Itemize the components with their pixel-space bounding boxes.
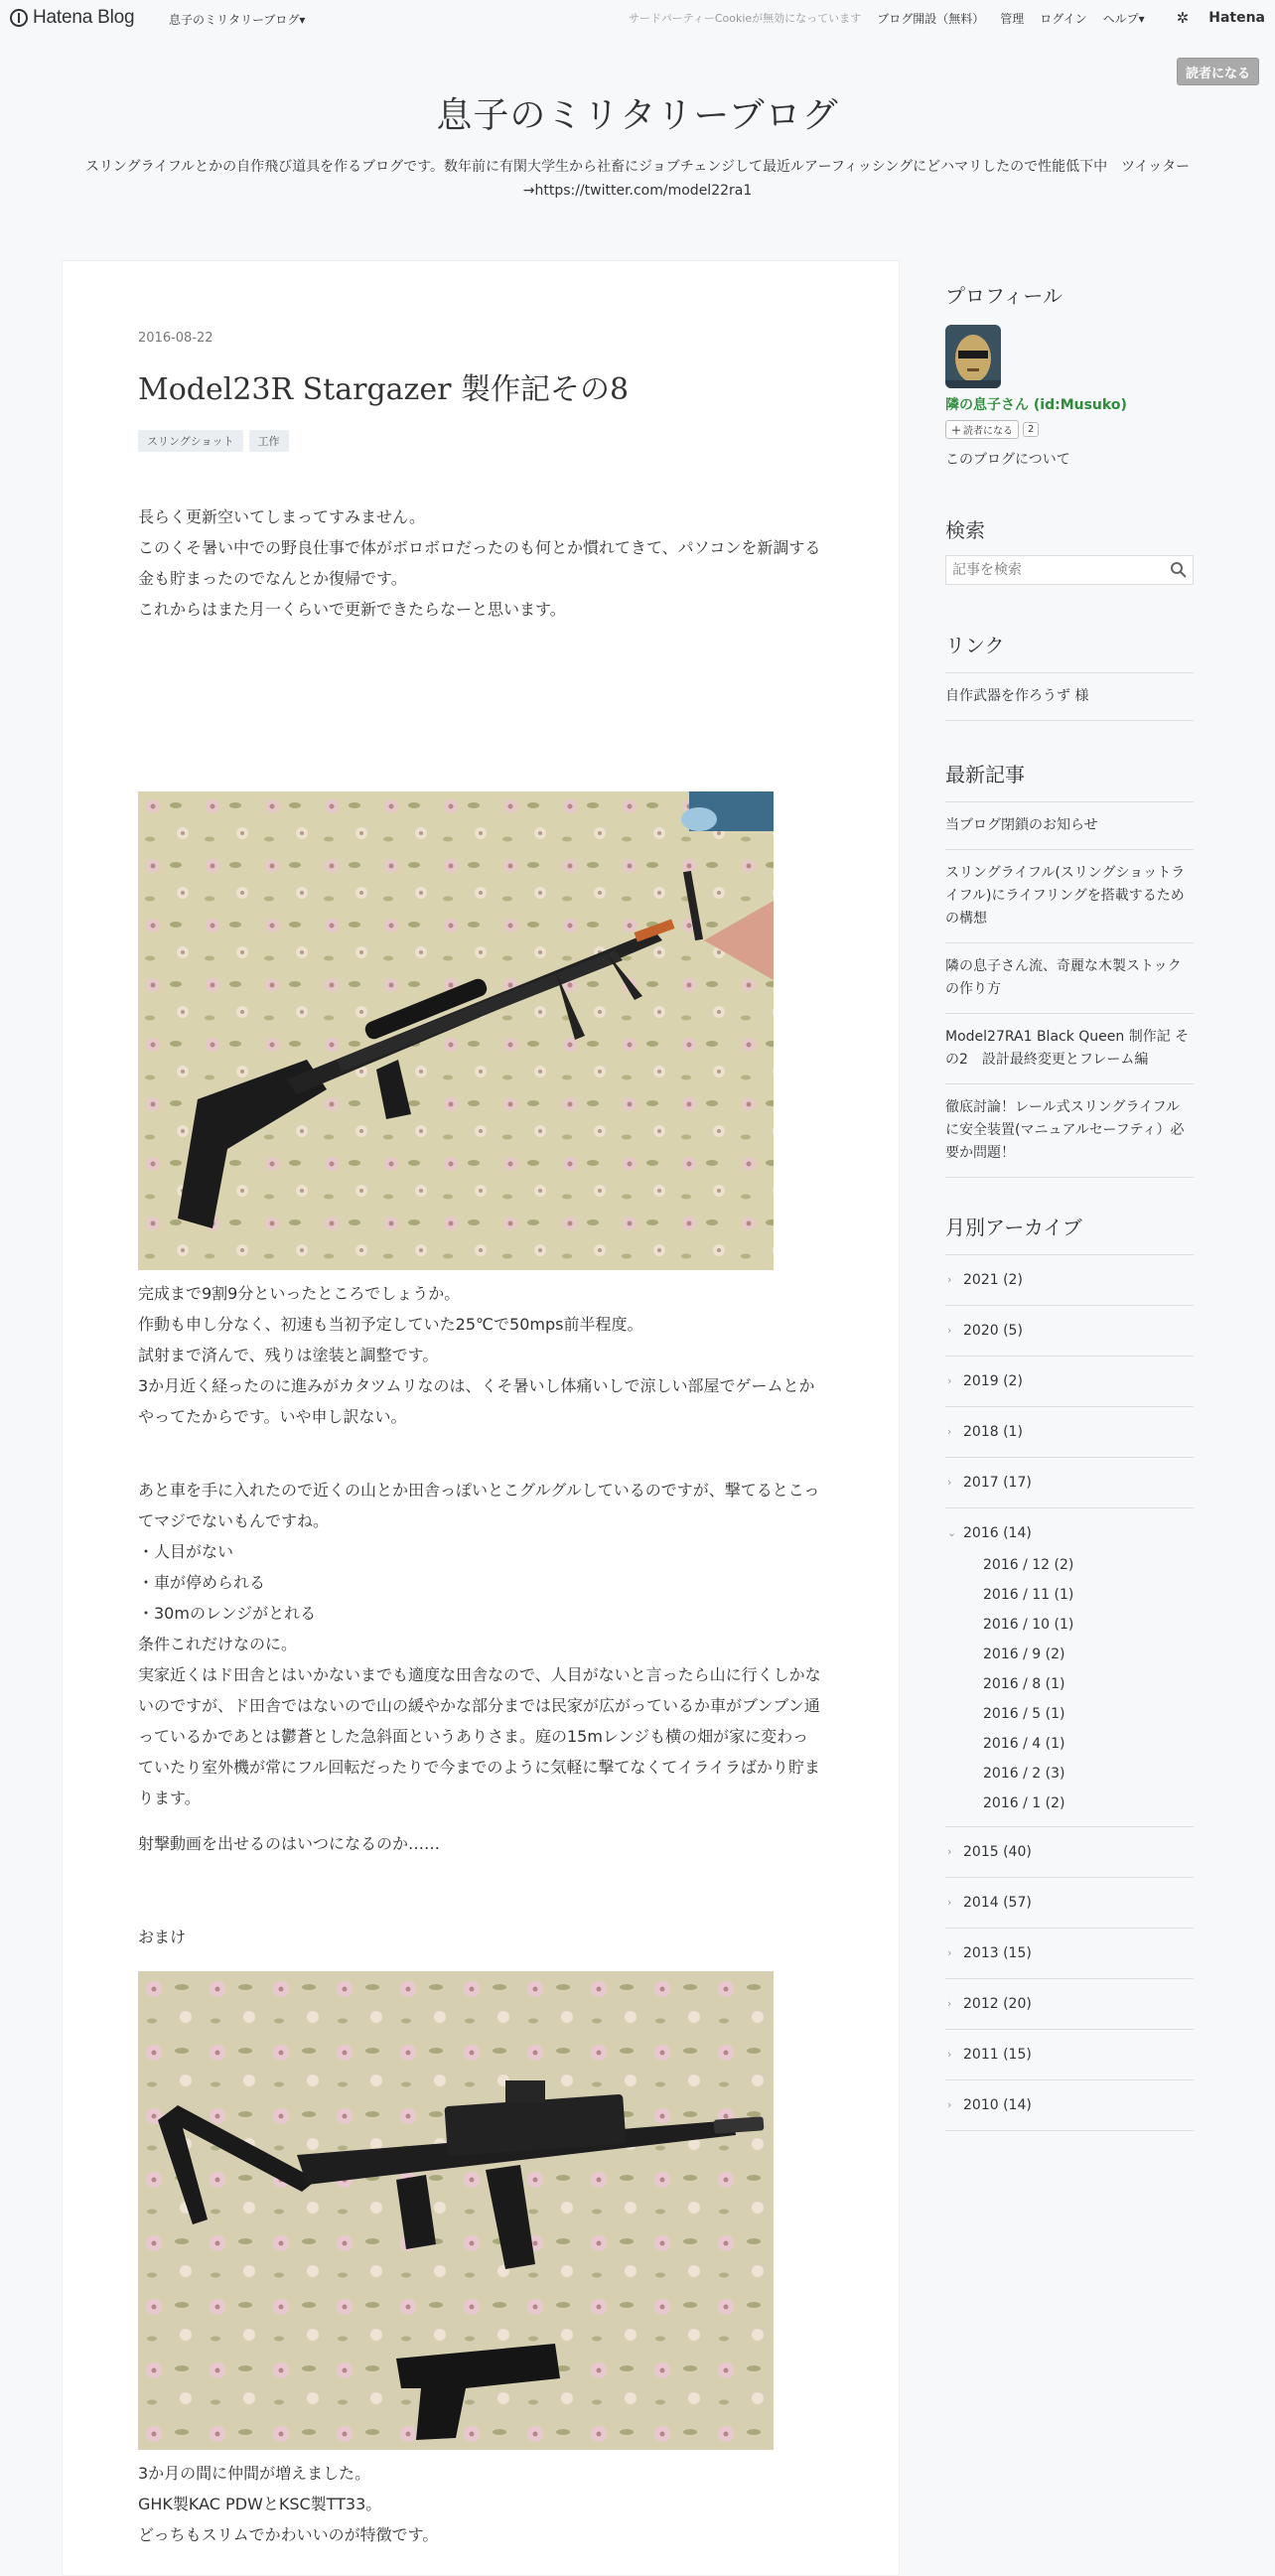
archive-year-2014[interactable]	[945, 1878, 1194, 1929]
archive-year-label: 2016 (14)	[963, 1525, 1032, 1541]
subscriber-count[interactable]: 2	[1023, 422, 1039, 437]
hatena-logo-icon	[10, 9, 28, 27]
archive-month-item[interactable]: 2016 / 9 (2)	[983, 1646, 1065, 1662]
hatena-blog-logo[interactable]	[10, 6, 134, 30]
profile-subscribe-label: 読者になる	[963, 426, 1013, 437]
chevron-right-icon: ›	[947, 1896, 952, 1909]
archive-year-label: 2020 (5)	[963, 1323, 1023, 1339]
search-module	[945, 514, 1194, 585]
blog-title[interactable]: 息子のミリタリーブログ	[436, 95, 839, 136]
chevron-right-icon: ›	[947, 1476, 952, 1489]
text-line: 長らく更新空いてしまってすみません。	[138, 507, 425, 526]
subscribe-button[interactable]: 読者になる	[1177, 58, 1259, 85]
text-line: 条件これだけなのに。	[138, 1635, 298, 1653]
recent-entry-item[interactable]: 隣の息子さん流、奇麗な木製ストックの作り方	[945, 943, 1194, 1014]
search-icon[interactable]	[1170, 561, 1188, 579]
links-heading: リンク	[945, 634, 1005, 657]
archive-year-label: 2017 (17)	[963, 1475, 1032, 1491]
archive-month-item[interactable]: 2016 / 10 (1)	[983, 1617, 1074, 1633]
text-line: 試射まで済んで、残りは塗装と調整です。	[138, 1346, 439, 1364]
hatena-brand-link[interactable]	[1161, 9, 1265, 27]
plus-icon: ＋	[951, 426, 961, 437]
recent-entry-item[interactable]: 徹底討論！レール式スリングライフルに安全装置(マニュアルセーフティ）必要か問題！	[945, 1084, 1194, 1178]
text-line: これからはまた月一くらいで更新できたらなーと思います。	[138, 600, 566, 619]
chevron-right-icon: ›	[947, 1997, 952, 2010]
entry-title[interactable]: Model23R Stargazer 製作記その8	[138, 372, 630, 407]
search-heading: 検索	[945, 518, 985, 542]
archive-year-label: 2018 (1)	[963, 1424, 1023, 1440]
profile-heading: プロフィール	[945, 284, 1062, 308]
profile-subscribe-row	[945, 420, 1194, 439]
category-craft[interactable]: 工作	[249, 430, 289, 452]
archive-year-label: 2011 (15)	[963, 2047, 1032, 2063]
about-blog-link[interactable]: このブログについて	[945, 452, 1070, 468]
archive-year-label: 2019 (2)	[963, 1373, 1023, 1389]
chevron-right-icon: ›	[947, 2098, 952, 2111]
login-link[interactable]: ログイン	[1040, 11, 1087, 26]
recent-entry-item[interactable]: Model27RA1 Black Queen 制作記 その2 設計最終変更とフレーム編	[945, 1014, 1194, 1084]
hatena-brand-text: Hatena	[1208, 10, 1265, 26]
text-line: GHK製KAC PDWとKSC製TT33。	[138, 2495, 382, 2513]
profile-module	[945, 280, 1194, 469]
chevron-right-icon: ›	[947, 1324, 952, 1337]
recent-entry-item[interactable]: スリングライフル(スリングショットライフル)にライフリングを搭載するための構想	[945, 850, 1194, 943]
recent-entries-module	[945, 759, 1194, 1178]
logo-text: Hatena Blog	[33, 7, 135, 28]
profile-name[interactable]: 隣の息子さん (id:Musuko)	[945, 397, 1127, 413]
archive-year-2016[interactable]	[945, 1508, 1194, 1827]
search-input[interactable]	[945, 555, 1194, 585]
manage-link[interactable]: 管理	[1000, 11, 1025, 26]
archive-year-2019[interactable]	[945, 1357, 1194, 1407]
entry-photo-guns[interactable]	[138, 1971, 774, 2450]
archive-year-2015[interactable]	[945, 1827, 1194, 1878]
archive-year-label: 2010 (14)	[963, 2097, 1032, 2113]
text-line: 射撃動画を出せるのはいつになるのか……	[138, 1834, 441, 1853]
archive-month-item[interactable]: 2016 / 8 (1)	[983, 1676, 1065, 1692]
archive-year-2013[interactable]	[945, 1929, 1194, 1979]
blog-description: スリングライフルとかの自作飛び道具を作るブログです。数年前に有閑大学生から社畜にジョブチェンジして最近ルアーフィッシングにどハマリしたので性能低下中 ツイッター→https://twitter.com/model22ra1	[84, 159, 1191, 199]
text-line: ・30mのレンジがとれる	[138, 1604, 317, 1623]
archive-year-2017[interactable]	[945, 1458, 1194, 1508]
links-module	[945, 630, 1194, 721]
text-line: 実家近くはド田舎とはいかないまでも適度な田舎なので、人目がないと言ったら山に行くしかないのですが、ド田舎ではないので山の緩やかな部分までは民家が広がっているか車がブンブン通っているかであとは鬱蒼とした急斜面というありさま。庭の15mレンジも横の畑が家に変わっていたり室外機が常にフル回転だったりで今までのように気軽に撃てなくてイライラばかり貯まります。	[138, 1665, 821, 1807]
global-header	[0, 0, 1275, 36]
archive-year-2010[interactable]	[945, 2080, 1194, 2131]
archive-month-item[interactable]: 2016 / 5 (1)	[983, 1706, 1065, 1722]
recent-entries-list	[945, 801, 1194, 1178]
text-line: 作動も申し分なく、初速も当初予定していた25℃で50mps前半程度。	[138, 1315, 643, 1334]
avatar[interactable]	[945, 325, 1001, 388]
profile-subscribe-button[interactable]	[945, 420, 1019, 439]
entry-paragraph-3	[138, 1475, 823, 1813]
chevron-down-icon: ⌄	[947, 1526, 957, 1539]
text-line: ・人目がない	[138, 1542, 234, 1561]
archive-year-2021[interactable]	[945, 1255, 1194, 1306]
archive-year-label: 2021 (2)	[963, 1272, 1023, 1288]
entry-paragraph-4	[138, 1828, 823, 1859]
entry-paragraph-1	[138, 501, 823, 625]
hatena-star-icon: ✲	[1176, 9, 1190, 27]
chevron-right-icon: ›	[947, 1374, 952, 1387]
blog-menu-dropdown[interactable]: 息子のミリタリーブログ▾	[169, 13, 306, 27]
chevron-right-icon: ›	[947, 1845, 952, 1858]
link-item[interactable]: 自作武器を作ろうず 様	[945, 673, 1194, 721]
cookie-notice[interactable]: サードパーティーCookieが無効になっています	[628, 12, 862, 25]
entry-categories	[138, 430, 289, 452]
archive-heading: 月別アーカイブ	[945, 1216, 1082, 1239]
search-form	[945, 555, 1194, 585]
archive-year-2011[interactable]	[945, 2030, 1194, 2080]
text-line: どっちもスリムでかわいいのが特徴です。	[138, 2525, 439, 2544]
archive-month-item[interactable]: 2016 / 4 (1)	[983, 1736, 1065, 1752]
entry-paragraph-2	[138, 1278, 823, 1432]
archive-year-label: 2013 (15)	[963, 1945, 1032, 1961]
archive-module	[945, 1212, 1194, 2131]
archive-months-list	[963, 1550, 1194, 1818]
category-slingshot[interactable]: スリングショット	[138, 430, 243, 452]
text-line: おまけ	[138, 1928, 187, 1946]
text-line: 完成まで9割9分といったところでしょうか。	[138, 1284, 461, 1303]
archive-year-2012[interactable]	[945, 1979, 1194, 2030]
archive-month-item[interactable]: 2016 / 12 (2)	[983, 1557, 1074, 1573]
open-blog-link[interactable]: ブログ開設（無料）	[877, 11, 985, 26]
entry-paragraph-5	[138, 2458, 823, 2550]
help-menu[interactable]: ヘルプ▾	[1102, 11, 1145, 26]
recent-heading: 最新記事	[945, 763, 1025, 787]
chevron-right-icon: ›	[947, 1946, 952, 1959]
chevron-right-icon: ›	[947, 1273, 952, 1286]
archive-year-label: 2012 (20)	[963, 1996, 1032, 2012]
links-list	[945, 672, 1194, 721]
text-line: このくそ暑い中での野良仕事で体がボロボロだったのも何とか慣れてきて、パソコンを新調する金も貯まったのでなんとか復帰です。	[138, 538, 821, 588]
entry-omake	[138, 1922, 823, 1952]
recent-entry-item[interactable]: 当ブログ閉鎖のお知らせ	[945, 802, 1194, 850]
text-line: あと車を手に入れたので近くの山とか田舎っぽいとこグルグルしているのですが、撃てるとこってマジでないもんですね。	[138, 1481, 820, 1530]
archive-list	[945, 1254, 1194, 2131]
archive-year-label: 2015 (40)	[963, 1844, 1032, 1860]
chevron-right-icon: ›	[947, 1425, 952, 1438]
entry-date[interactable]: 2016-08-22	[138, 331, 213, 346]
text-line: ・車が停められる	[138, 1573, 266, 1592]
entry-article	[62, 260, 900, 2576]
text-line: 3か月の間に仲間が増えました。	[138, 2464, 371, 2483]
archive-year-2018[interactable]	[945, 1407, 1194, 1458]
entry-photo-rifle[interactable]	[138, 791, 774, 1270]
archive-year-label: 2014 (57)	[963, 1895, 1032, 1911]
archive-month-item[interactable]: 2016 / 11 (1)	[983, 1587, 1074, 1603]
archive-year-2020[interactable]	[945, 1306, 1194, 1357]
text-line: 3か月近く経ったのに進みがカタツムリなのは、くそ暑いし体痛いしで涼しい部屋でゲームとかやってたからです。いや申し訳ない。	[138, 1376, 815, 1426]
chevron-right-icon: ›	[947, 2048, 952, 2061]
archive-month-item[interactable]: 2016 / 1 (2)	[983, 1795, 1065, 1811]
archive-month-item[interactable]: 2016 / 2 (3)	[983, 1766, 1065, 1782]
